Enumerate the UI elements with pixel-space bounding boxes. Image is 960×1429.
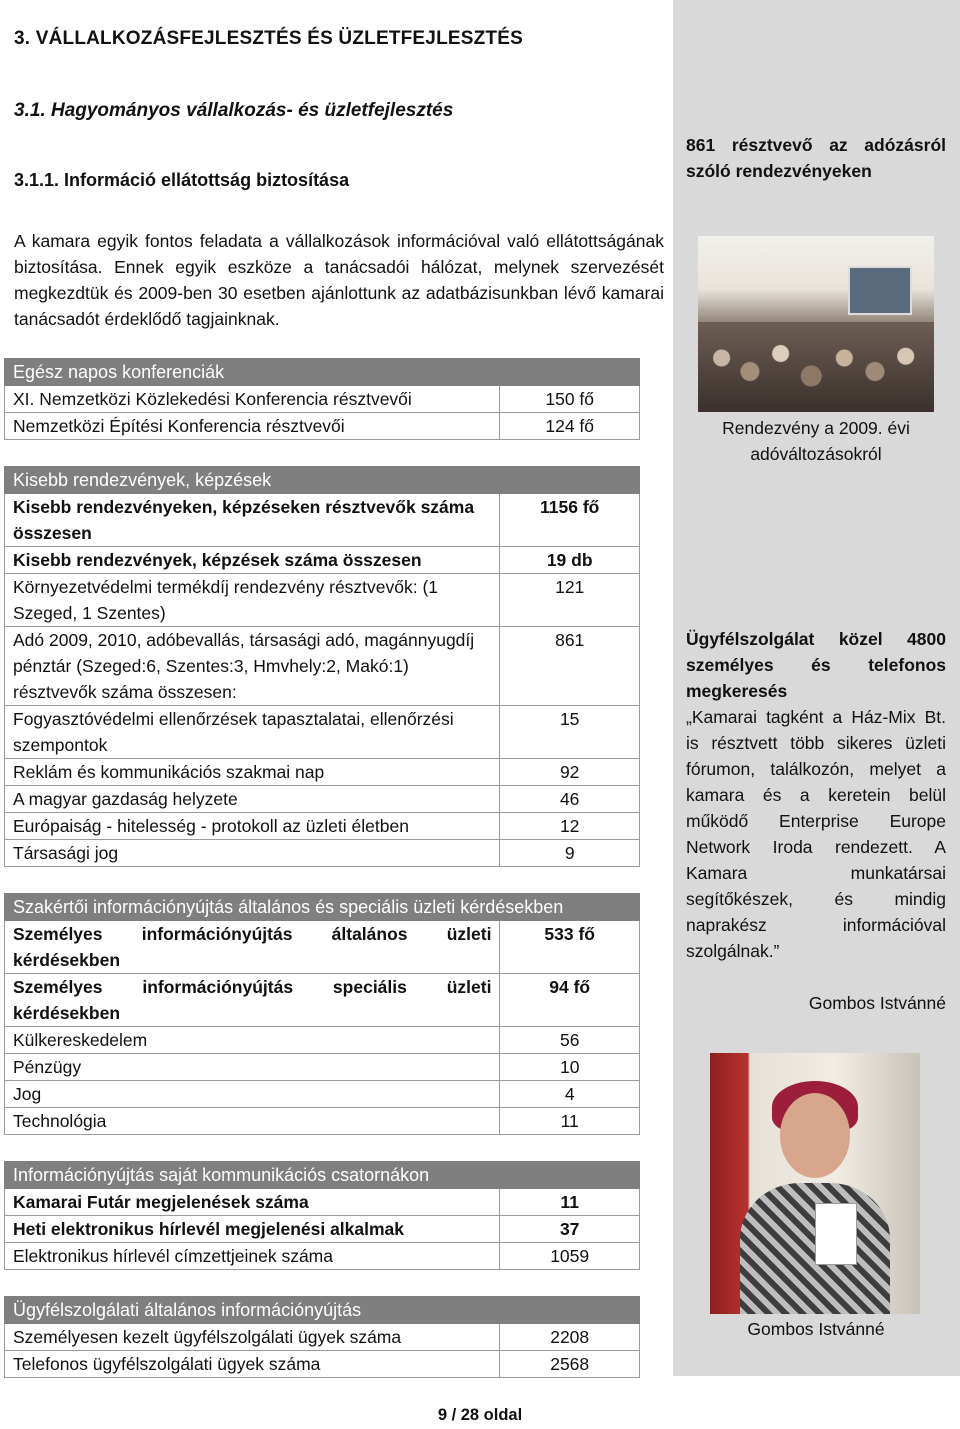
row-value: 19 db — [500, 547, 640, 574]
intro-paragraph: A kamara egyik fontos feladata a vállalkozások információval való ellátottságának biztosítása. Ennek egyik eszköze a tanácsadói hálózat, melynek szervezését megkezdtük és 2009-ben 30 esetben ajánlottunk az adatbázisunkban lévő kamarai tanácsadót érdeklődő tagjainknak. — [14, 231, 664, 329]
table-title: Egész napos konferenciák — [5, 359, 640, 386]
row-label: Reklám és kommunikációs szakmai nap — [5, 759, 500, 786]
table-row — [5, 1243, 640, 1270]
table-title: Ügyfélszolgálati általános információnyújtás — [5, 1297, 640, 1324]
row-label: Nemzetközi Építési Konferencia résztvevői — [5, 413, 500, 440]
sidebar-highlight-tax-events: 861 résztvevő az adózásról szóló rendezvényeken — [686, 135, 946, 181]
row-label: Technológia — [5, 1108, 500, 1135]
row-value: 861 — [500, 627, 640, 706]
row-label: Kisebb rendezvények, képzések száma összesen — [5, 547, 500, 574]
channels-table — [4, 1161, 640, 1270]
table-row — [5, 1189, 640, 1216]
row-value: 2568 — [500, 1351, 640, 1378]
table-row — [5, 1081, 640, 1108]
row-value: 121 — [500, 574, 640, 627]
table-row — [5, 786, 640, 813]
table-title: Kisebb rendezvények, képzések — [5, 467, 640, 494]
row-value: 4 — [500, 1081, 640, 1108]
subsection-heading: 3.1.1. Információ ellátottság biztosítása — [14, 170, 350, 190]
table-row — [5, 547, 640, 574]
row-label: Adó 2009, 2010, adóbevallás, társasági adó, magánnyugdíj pénztár (Szeged:6, Szentes:3, Hmvhely:2, Makó:1) résztvevők száma összesen: — [5, 627, 500, 706]
table-row — [5, 413, 640, 440]
table-header — [5, 1297, 640, 1324]
row-label: Külkereskedelem — [5, 1027, 500, 1054]
portrait-photo — [710, 1053, 920, 1314]
table-row — [5, 1324, 640, 1351]
testimonial-quote: „Kamarai tagként a Ház-Mix Bt. is résztvett több sikeres üzleti fórumon, találkozón, melyet a kamara és a keretein belül működő Enterprise Europe Network Iroda rendezett. A Kamara munkatársai segítőkészek, és mindig naprakész információval szolgálnak.” — [686, 707, 946, 961]
table-row — [5, 1216, 640, 1243]
row-label: Kamarai Futár megjelenések száma — [5, 1189, 500, 1216]
row-value: 15 — [500, 706, 640, 759]
conference-photo — [698, 236, 934, 412]
row-value: 11 — [500, 1108, 640, 1135]
table-row — [5, 921, 640, 974]
table-title: Információnyújtás saját kommunikációs csatornákon — [5, 1162, 640, 1189]
row-label: Telefonos ügyfélszolgálati ügyek száma — [5, 1351, 500, 1378]
small-events-table — [4, 466, 640, 867]
table-row — [5, 494, 640, 547]
table-row — [5, 574, 640, 627]
row-label: Pénzügy — [5, 1054, 500, 1081]
row-value: 12 — [500, 813, 640, 840]
conference-photo-caption: Rendezvény a 2009. évi adóváltozásokról — [722, 418, 910, 464]
table-row — [5, 1108, 640, 1135]
projector-screen — [848, 266, 912, 315]
row-label: Heti elektronikus hírlevél megjelenési alkalmak — [5, 1216, 500, 1243]
table-row — [5, 813, 640, 840]
row-label: XI. Nemzetközi Közlekedési Konferencia résztvevői — [5, 386, 500, 413]
table-row — [5, 759, 640, 786]
table-header — [5, 1162, 640, 1189]
row-label: Kisebb rendezvényeken, képzéseken résztvevők száma összesen — [5, 494, 500, 547]
table-row — [5, 1027, 640, 1054]
testimonial-author: Gombos Istvánné — [808, 993, 946, 1013]
row-value: 124 fő — [500, 413, 640, 440]
row-value: 92 — [500, 759, 640, 786]
row-value: 37 — [500, 1216, 640, 1243]
row-label: Személyes információnyújtás általános üzleti kérdésekben — [5, 921, 500, 974]
row-value: 9 — [500, 840, 640, 867]
table-title: Szakértői információnyújtás általános és speciális üzleti kérdésekben — [5, 894, 640, 921]
row-label: A magyar gazdaság helyzete — [5, 786, 500, 813]
table-header — [5, 467, 640, 494]
row-value: 150 fő — [500, 386, 640, 413]
row-value: 10 — [500, 1054, 640, 1081]
sidebar-highlight-customer-service: Ügyfélszolgálat közel 4800 személyes és telefonos megkeresés — [686, 629, 946, 701]
row-value: 1059 — [500, 1243, 640, 1270]
row-value: 2208 — [500, 1324, 640, 1351]
portrait-face — [780, 1093, 850, 1178]
expert-info-table — [4, 893, 640, 1135]
row-label: Személyesen kezelt ügyfélszolgálati ügyek száma — [5, 1324, 500, 1351]
row-value: 1156 fő — [500, 494, 640, 547]
customer-service-table — [4, 1296, 640, 1378]
row-label: Európaiság - hitelesség - protokoll az üzleti életben — [5, 813, 500, 840]
table-row — [5, 627, 640, 706]
table-row — [5, 974, 640, 1027]
conferences-table — [4, 358, 640, 440]
row-value: 533 fő — [500, 921, 640, 974]
row-value: 56 — [500, 1027, 640, 1054]
row-label: Jog — [5, 1081, 500, 1108]
row-label: Fogyasztóvédelmi ellenőrzések tapasztalatai, ellenőrzési szempontok — [5, 706, 500, 759]
portrait-caption: Gombos Istvánné — [747, 1319, 885, 1339]
row-label: Környezetvédelmi termékdíj rendezvény résztvevők: (1 Szeged, 1 Szentes) — [5, 574, 500, 627]
section-heading: 3.1. Hagyományos vállalkozás- és üzletfejlesztés — [14, 100, 454, 121]
table-row — [5, 386, 640, 413]
table-header — [5, 894, 640, 921]
row-value: 11 — [500, 1189, 640, 1216]
page-number: 9 / 28 oldal — [437, 1406, 523, 1424]
row-label: Személyes információnyújtás speciális üzleti kérdésekben — [5, 974, 500, 1027]
audience-crowd — [698, 322, 934, 412]
row-label: Elektronikus hírlevél címzettjeinek száma — [5, 1243, 500, 1270]
row-label: Társasági jog — [5, 840, 500, 867]
table-row — [5, 706, 640, 759]
chapter-heading: 3. VÁLLALKOZÁSFEJLESZTÉS ÉS ÜZLETFEJLESZTÉS — [14, 28, 523, 49]
row-value: 94 fő — [500, 974, 640, 1027]
table-row — [5, 1351, 640, 1378]
table-header — [5, 359, 640, 386]
table-row — [5, 840, 640, 867]
table-row — [5, 1054, 640, 1081]
row-value: 46 — [500, 786, 640, 813]
desk-flag — [815, 1203, 857, 1265]
